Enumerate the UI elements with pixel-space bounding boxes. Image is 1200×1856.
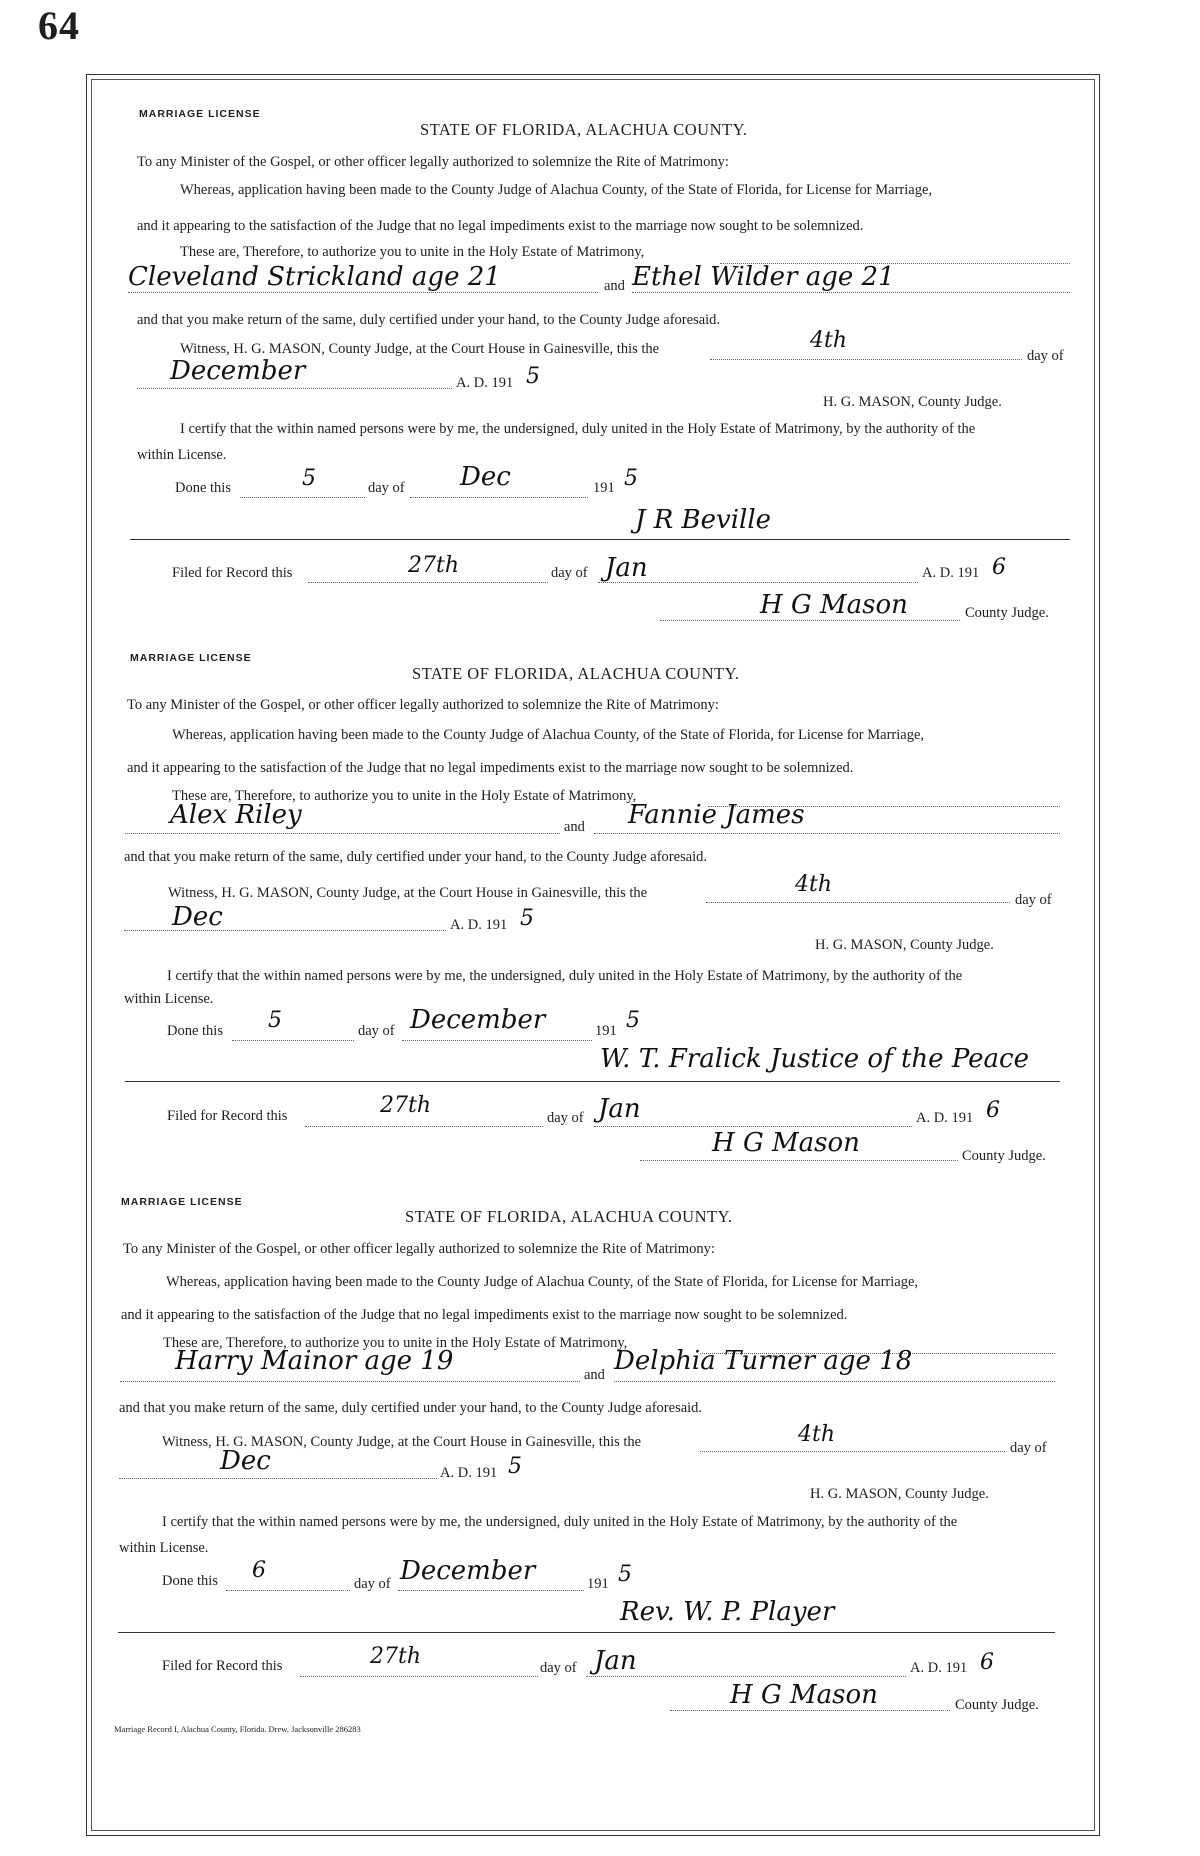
done-day: 5 [268,1008,282,1033]
filed-year: 6 [992,555,1006,580]
bride-line [594,833,1060,834]
ad-label: A. D. 191 [450,917,508,933]
witness-month: Dec [220,1446,271,1476]
these-are-line: These are, Therefore, to authorize you to unite in the Holy Estate of Matrimony, [172,788,637,804]
filed-month: Jan [594,1646,637,1676]
done-day-line [240,497,365,498]
within-license: within License. [124,991,214,1007]
filed-year: 6 [986,1098,1000,1123]
judge-title: H. G. MASON, County Judge. [810,1486,989,1502]
done-day: 6 [252,1558,266,1583]
witness-day: 4th [810,328,848,353]
filed-signature-line [670,1710,950,1711]
whereas-line-2: and it appearing to the satisfaction of the Judge that no legal impediments exist to the marriage now sought to be solemnized. [127,760,854,776]
filed-ad-label: A. D. 191 [922,565,980,581]
done-year: 5 [626,1008,640,1033]
officiant-signature: W. T. Fralick Justice of the Peace [600,1044,1029,1074]
done-month-line [402,1040,592,1041]
day-of-label: day of [1027,348,1064,364]
done-this-label: Done this [167,1023,223,1039]
witness-year: 5 [508,1454,522,1479]
ad-label: A. D. 191 [440,1465,498,1481]
groom-name: Alex Riley [170,800,302,830]
done-day: 5 [302,466,316,491]
done-year: 5 [624,466,638,491]
groom-line [120,1381,580,1382]
whereas-line-1: Whereas, application having been made to the County Judge of Alachua County, of the State of Florida, for License for Marriage, [166,1274,919,1290]
signature-rule [125,1081,1060,1082]
filed-signature: H G Mason [760,590,908,620]
whereas-line-2: and it appearing to the satisfaction of the Judge that no legal impediments exist to the marriage now sought to be solemnized. [121,1307,848,1323]
filed-month: Jan [605,553,648,583]
within-license: within License. [137,447,227,463]
done-day-of-label: day of [354,1576,391,1592]
done-day-of-label: day of [358,1023,395,1039]
day-of-label: day of [1010,1440,1047,1456]
filed-signature: H G Mason [730,1680,878,1710]
license-caption: MARRIAGE LICENSE [139,108,261,120]
these-are-line: These are, Therefore, to authorize you to unite in the Holy Estate of Matrimony, [180,244,645,260]
witness-day: 4th [795,872,833,897]
judge-title: H. G. MASON, County Judge. [815,937,994,953]
filed-day-of-label: day of [547,1110,584,1126]
whereas-line-1: Whereas, application having been made to the County Judge of Alachua County, of the State of Florida, for License for Marriage, [180,182,933,198]
license-heading: STATE OF FLORIDA, ALACHUA COUNTY. [420,120,748,139]
filed-ad-label: A. D. 191 [910,1660,968,1676]
filed-ad-label: A. D. 191 [916,1110,974,1126]
officiant-signature: J R Beville [635,505,772,535]
witness-year: 5 [526,364,540,389]
return-line: and that you make return of the same, duly certified under your hand, to the County Judge aforesaid. [137,312,721,328]
filed-day-line [300,1676,538,1677]
license-caption: MARRIAGE LICENSE [121,1196,243,1208]
done-month: December [400,1556,536,1586]
done-month-line [410,497,588,498]
judge-title: H. G. MASON, County Judge. [823,394,1002,410]
license-heading: STATE OF FLORIDA, ALACHUA COUNTY. [412,664,740,683]
bride-line [614,1381,1055,1382]
signature-rule [130,539,1070,540]
and-word: and [584,1367,605,1383]
to-minister-line: To any Minister of the Gospel, or other officer legally authorized to solemnize the Rite of Matrimony: [123,1241,715,1257]
certify-line: I certify that the within named persons were by me, the undersigned, duly united in the Holy Estate of Matrimony, by the authority of the [167,968,963,984]
and-word: and [564,819,585,835]
filed-signature-line [640,1160,958,1161]
done-year-prefix: 191 [593,480,615,496]
whereas-line-1: Whereas, application having been made to the County Judge of Alachua County, of the State of Florida, for License for Marriage, [172,727,925,743]
certify-line: I certify that the within named persons were by me, the undersigned, duly united in the Holy Estate of Matrimony, by the authority of the [180,421,976,437]
day-of-label: day of [1015,892,1052,908]
witness-day-line [710,359,1022,360]
witness-day-line [706,902,1010,903]
done-this-label: Done this [175,480,231,496]
filed-day-of-label: day of [551,565,588,581]
groom-line [125,833,560,834]
witness-line: Witness, H. G. MASON, County Judge, at the Court House in Gainesville, this the [168,885,648,901]
filed-month: Jan [598,1094,641,1124]
groom-line [128,292,598,293]
witness-line: Witness, H. G. MASON, County Judge, at the Court House in Gainesville, this the [180,341,660,357]
ad-label: A. D. 191 [456,375,514,391]
county-judge-label: County Judge. [965,605,1049,621]
filed-label: Filed for Record this [162,1658,283,1674]
filed-day: 27th [408,553,460,578]
page-number: 64 [38,3,80,48]
filed-year: 6 [980,1650,994,1675]
witness-month-line [137,388,452,389]
to-minister-line: To any Minister of the Gospel, or other officer legally authorized to solemnize the Rite of Matrimony: [127,697,719,713]
whereas-line-2: and it appearing to the satisfaction of the Judge that no legal impediments exist to the marriage now sought to be solemnized. [137,218,864,234]
groom-name: Cleveland Strickland age 21 [128,262,501,292]
witness-year: 5 [520,906,534,931]
filed-signature-line [660,620,960,621]
done-year-prefix: 191 [595,1023,617,1039]
witness-month-line [119,1478,437,1479]
done-day-of-label: day of [368,480,405,496]
bride-line [632,292,1070,293]
county-judge-label: County Judge. [955,1697,1039,1713]
and-word: and [604,278,625,294]
filed-day-of-label: day of [540,1660,577,1676]
bride-name: Ethel Wilder age 21 [632,262,895,292]
bride-name: Fannie James [628,800,805,830]
done-month: Dec [460,462,511,492]
done-month-line [398,1590,584,1591]
done-month: December [410,1005,546,1035]
filed-signature: H G Mason [712,1128,860,1158]
filed-day: 27th [370,1644,422,1669]
witness-line: Witness, H. G. MASON, County Judge, at the Court House in Gainesville, this the [162,1434,642,1450]
done-year-prefix: 191 [587,1576,609,1592]
filed-label: Filed for Record this [167,1108,288,1124]
return-line: and that you make return of the same, duly certified under your hand, to the County Judge aforesaid. [119,1400,703,1416]
bride-name: Delphia Turner age 18 [614,1346,913,1376]
return-line: and that you make return of the same, duly certified under your hand, to the County Judge aforesaid. [124,849,708,865]
these-are-line: These are, Therefore, to authorize you to unite in the Holy Estate of Matrimony, [163,1335,628,1351]
within-license: within License. [119,1540,209,1556]
groom-name: Harry Mainor age 19 [175,1346,454,1376]
certify-line: I certify that the within named persons were by me, the undersigned, duly united in the Holy Estate of Matrimony, by the authority of the [162,1514,958,1530]
witness-month: December [170,356,306,386]
filed-month-line [586,1676,906,1677]
done-day-line [226,1590,350,1591]
officiant-signature: Rev. W. P. Player [620,1597,835,1627]
done-day-line [232,1040,354,1041]
license-heading: STATE OF FLORIDA, ALACHUA COUNTY. [405,1207,733,1226]
witness-day: 4th [798,1422,836,1447]
witness-day-line [700,1451,1005,1452]
filed-label: Filed for Record this [172,565,293,581]
license-caption: MARRIAGE LICENSE [130,652,252,664]
county-judge-label: County Judge. [962,1148,1046,1164]
done-year: 5 [618,1562,632,1587]
signature-rule [118,1632,1055,1633]
filed-day: 27th [380,1093,432,1118]
to-minister-line: To any Minister of the Gospel, or other officer legally authorized to solemnize the Rite of Matrimony: [137,154,729,170]
done-this-label: Done this [162,1573,218,1589]
filed-day-line [308,582,548,583]
footer-imprint: Marriage Record I, Alachua County, Florida. Drew, Jacksonville 286283 [114,1724,361,1734]
witness-month: Dec [172,902,223,932]
filed-month-line [594,1126,912,1127]
filed-day-line [305,1126,543,1127]
